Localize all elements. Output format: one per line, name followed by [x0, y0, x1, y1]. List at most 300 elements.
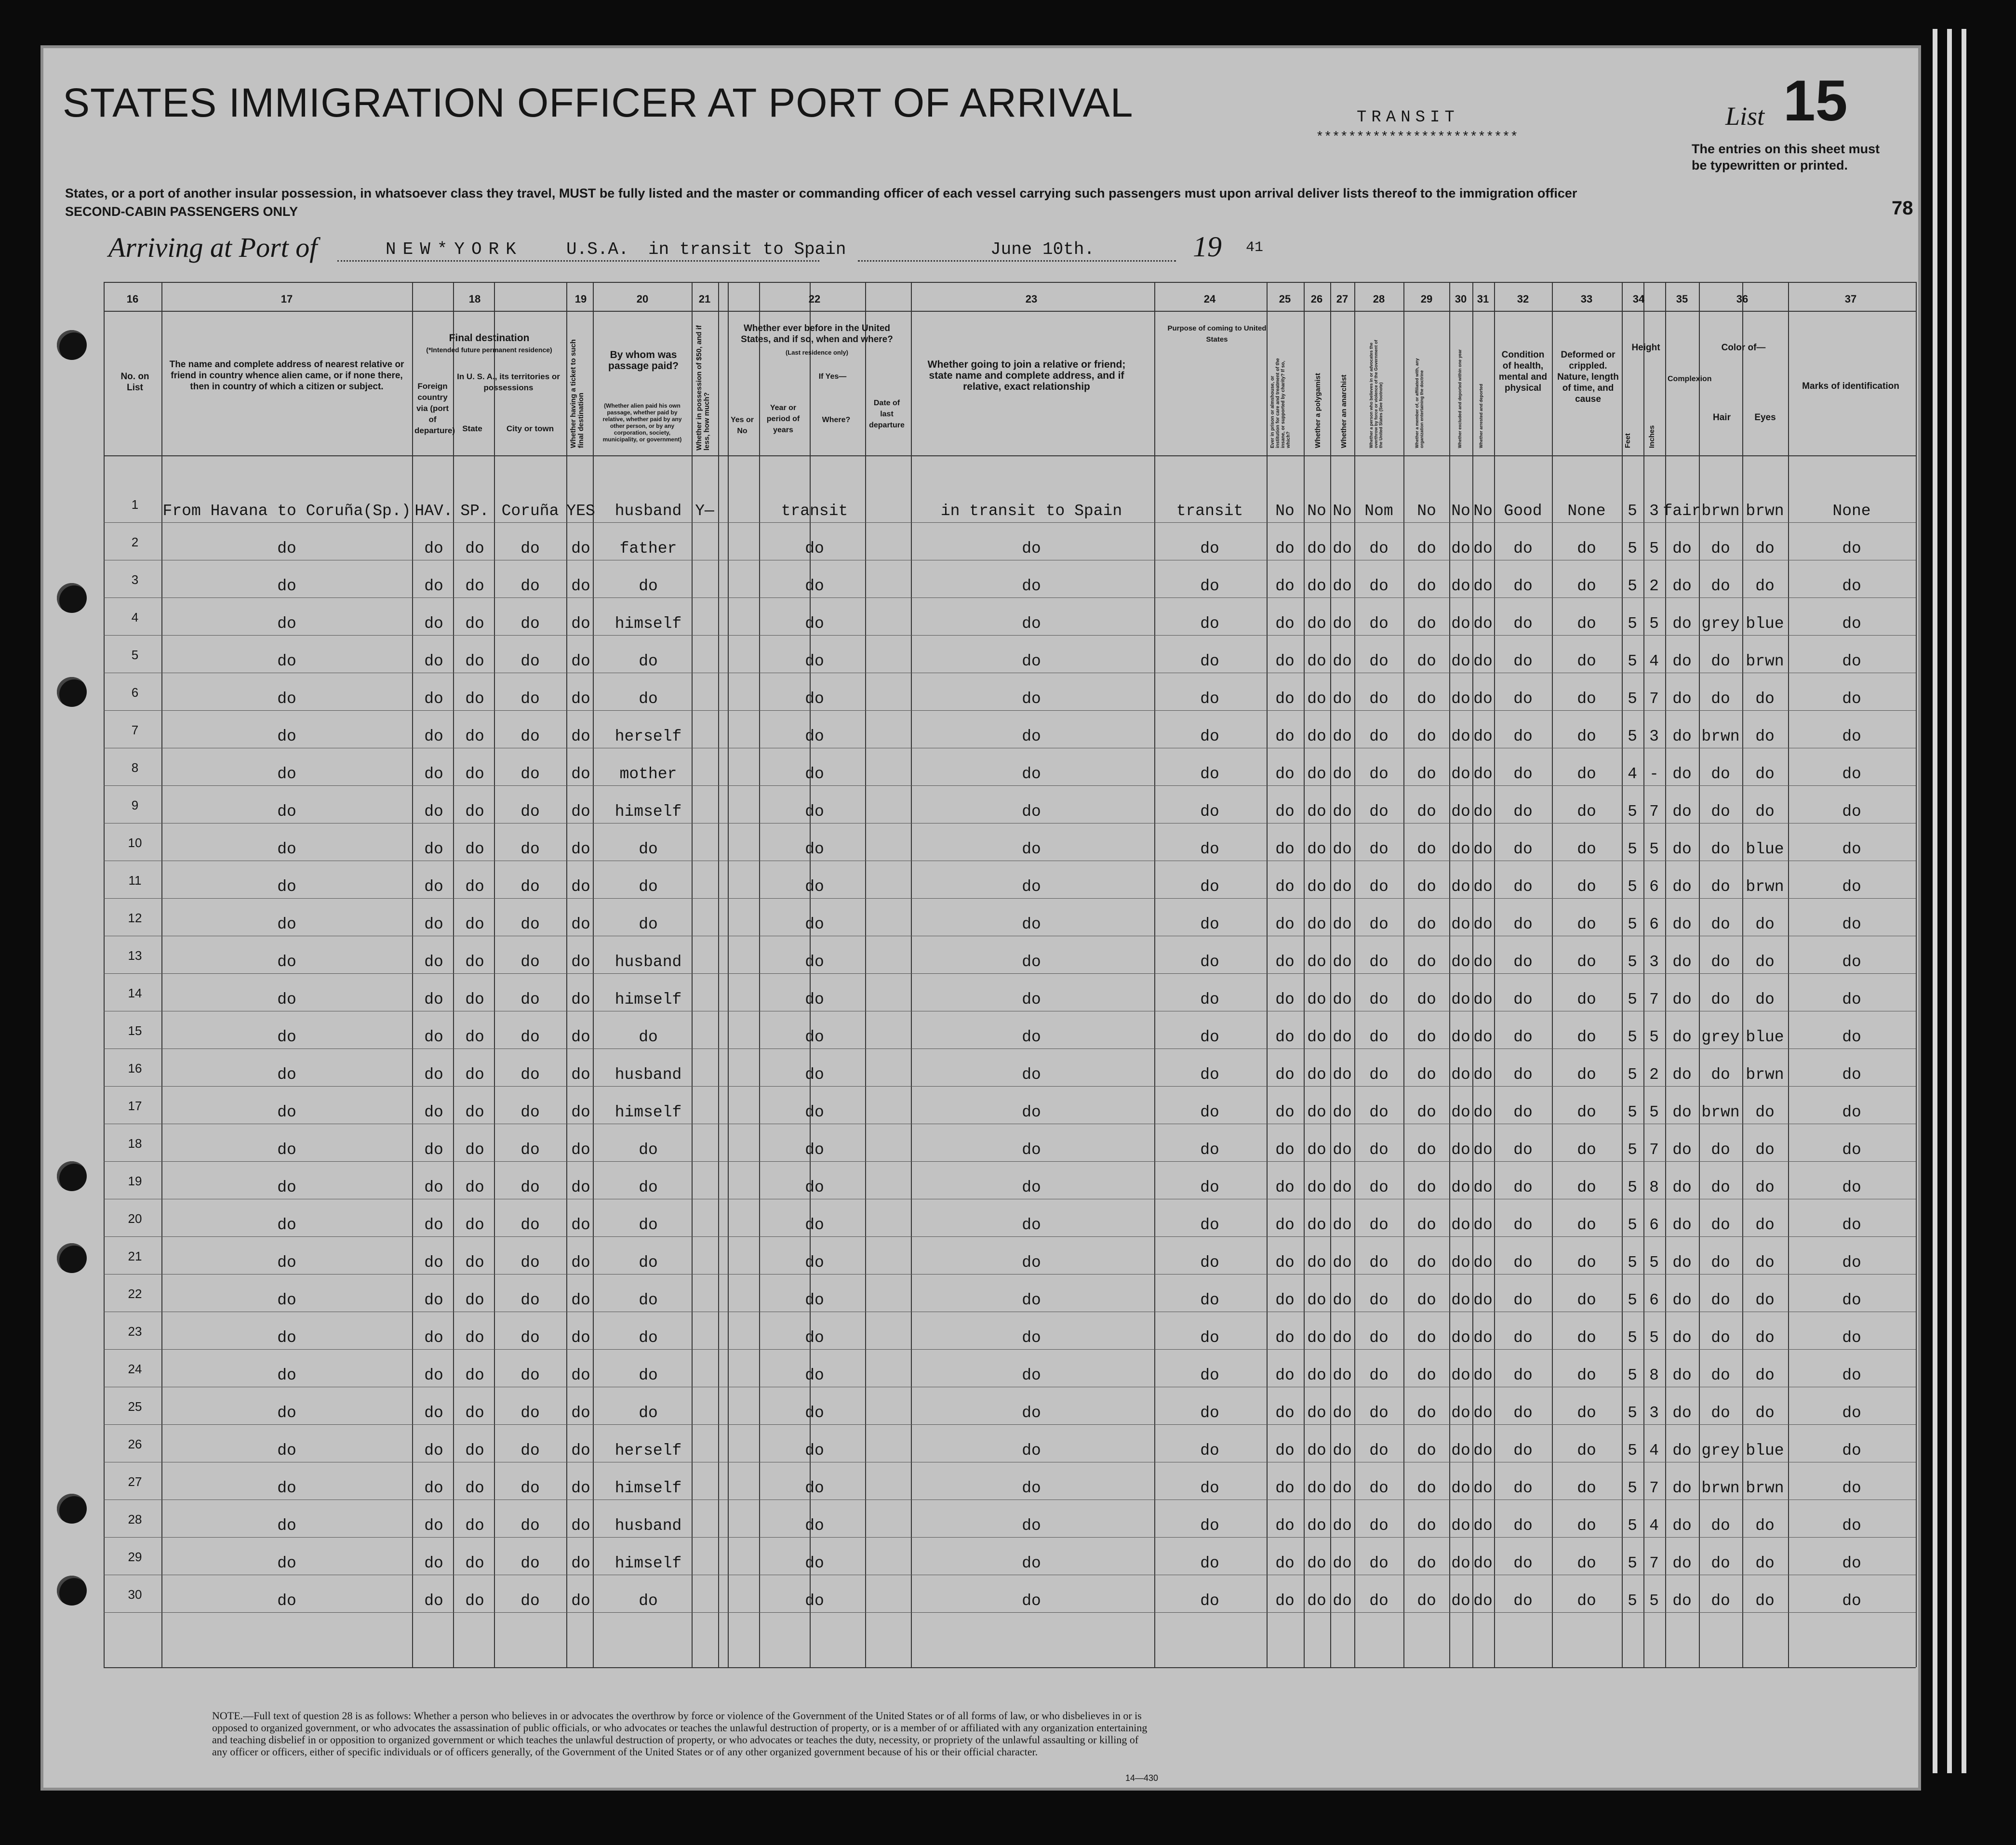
state-cell: SP.: [460, 502, 489, 520]
before-us-cell: do: [805, 577, 824, 595]
health-cell: do: [1513, 878, 1533, 896]
city-cell: do: [521, 953, 540, 971]
purpose-cell: do: [1200, 728, 1219, 745]
row-number: 4: [131, 610, 139, 624]
header-date-last-departure: Date of last departure: [869, 399, 905, 429]
header-no-on-list: No. on List: [120, 372, 149, 393]
state-cell: do: [465, 1592, 484, 1610]
complexion-cell: do: [1672, 1329, 1692, 1347]
q25-cell: do: [1275, 1554, 1295, 1572]
foreign-country-cell: HAV.: [414, 502, 453, 520]
paid-by-cell: husband: [614, 953, 682, 971]
join-relative-cell: do: [1022, 1592, 1041, 1610]
q26-cell: do: [1307, 1141, 1326, 1159]
q29-cell: do: [1417, 690, 1436, 708]
q30-cell: do: [1451, 765, 1470, 783]
q25-cell: do: [1275, 1103, 1295, 1121]
header-feet: Feet: [1624, 433, 1632, 448]
complexion-cell: do: [1672, 1479, 1692, 1497]
join-relative-cell: do: [1022, 1066, 1041, 1084]
feet-cell: 5: [1628, 1141, 1637, 1159]
paid-by-cell: himself: [614, 615, 682, 633]
row-number: 12: [128, 911, 142, 925]
foreign-country-cell: do: [424, 1592, 443, 1610]
city-cell: do: [521, 1554, 540, 1572]
q25-cell: do: [1275, 1479, 1295, 1497]
header-in-usa: In U. S. A., its territories or possessions: [457, 372, 560, 392]
q29-cell: do: [1417, 953, 1436, 971]
q31-cell: do: [1473, 1554, 1493, 1572]
inches-cell: 5: [1649, 1103, 1659, 1121]
state-cell: do: [465, 1517, 484, 1535]
q26-cell: No: [1307, 502, 1326, 520]
relative-cell: do: [277, 1066, 296, 1084]
deformed-cell: do: [1577, 953, 1596, 971]
q30-cell: do: [1451, 803, 1470, 821]
feet-cell: 5: [1628, 1028, 1637, 1046]
city-cell: do: [521, 1404, 540, 1422]
paid-by-cell: do: [639, 690, 658, 708]
before-us-cell: do: [805, 1066, 824, 1084]
purpose-cell: do: [1200, 577, 1219, 595]
ticket-cell: do: [571, 991, 590, 1009]
inches-cell: 3: [1649, 502, 1659, 520]
purpose-cell: do: [1200, 540, 1219, 557]
feet-cell: 5: [1628, 803, 1637, 821]
health-cell: do: [1513, 1479, 1533, 1497]
deformed-cell: do: [1577, 840, 1596, 858]
q30-cell: do: [1451, 1479, 1470, 1497]
feet-cell: 5: [1628, 1367, 1637, 1384]
header-deformed: Deformed or crippled. Nature, length of time, and cause: [1557, 350, 1619, 404]
q28-cell: do: [1369, 615, 1389, 633]
column-number: 24: [1203, 293, 1216, 305]
q26-cell: do: [1307, 840, 1326, 858]
paid-by-cell: himself: [614, 1103, 682, 1121]
ticket-cell: do: [571, 1517, 590, 1535]
marks-cell: do: [1842, 953, 1861, 971]
deformed-cell: do: [1577, 1103, 1596, 1121]
q28-cell: do: [1369, 540, 1389, 557]
q28-cell: do: [1369, 652, 1389, 670]
purpose-cell: do: [1200, 1141, 1219, 1159]
q26-cell: do: [1307, 991, 1326, 1009]
eyes-cell: blue: [1746, 1442, 1784, 1460]
q26-cell: do: [1307, 1291, 1326, 1309]
inches-cell: 3: [1649, 953, 1659, 971]
purpose-cell: do: [1200, 1216, 1219, 1234]
state-cell: do: [465, 840, 484, 858]
paid-by-cell: do: [639, 916, 658, 933]
ticket-cell: do: [571, 1404, 590, 1422]
feet-cell: 5: [1628, 1479, 1637, 1497]
complexion-cell: do: [1672, 878, 1692, 896]
state-cell: do: [465, 803, 484, 821]
join-relative-cell: do: [1022, 1367, 1041, 1384]
q29-cell: do: [1417, 1254, 1436, 1272]
health-cell: do: [1513, 690, 1533, 708]
column-number: 34: [1632, 293, 1645, 305]
eyes-cell: do: [1755, 1216, 1775, 1234]
relative-cell: do: [277, 1028, 296, 1046]
foreign-country-cell: do: [424, 540, 443, 557]
relative-cell: do: [277, 1141, 296, 1159]
marks-cell: do: [1842, 991, 1861, 1009]
q26-cell: do: [1307, 1554, 1326, 1572]
state-cell: do: [465, 1216, 484, 1234]
year-suffix: 41: [1246, 239, 1264, 256]
q31-cell: do: [1473, 1479, 1493, 1497]
column-number: 26: [1310, 293, 1323, 305]
foreign-country-cell: do: [424, 1028, 443, 1046]
deformed-cell: do: [1577, 1216, 1596, 1234]
q30-cell: do: [1451, 577, 1470, 595]
header-yes-or-no: Yes or No: [730, 416, 754, 435]
q26-cell: do: [1307, 1479, 1326, 1497]
q30-cell: do: [1451, 540, 1470, 557]
eyes-cell: do: [1755, 540, 1775, 557]
q30-cell: do: [1451, 916, 1470, 933]
ticket-cell: do: [571, 1066, 590, 1084]
deformed-cell: do: [1577, 690, 1596, 708]
header-q27: Whether an anarchist: [1340, 374, 1348, 448]
q31-cell: do: [1473, 540, 1493, 557]
q25-cell: do: [1275, 1517, 1295, 1535]
ticket-cell: do: [571, 803, 590, 821]
deformed-cell: do: [1577, 615, 1596, 633]
q25-cell: do: [1275, 765, 1295, 783]
eyes-cell: do: [1755, 1367, 1775, 1384]
q25-cell: do: [1275, 577, 1295, 595]
city-cell: do: [521, 916, 540, 933]
health-cell: do: [1513, 1179, 1533, 1196]
before-us-cell: do: [805, 1367, 824, 1384]
transit-stars: *************************: [1316, 130, 1519, 145]
foreign-country-cell: do: [424, 652, 443, 670]
q25-cell: do: [1275, 953, 1295, 971]
q28-cell: do: [1369, 1554, 1389, 1572]
inches-cell: 8: [1649, 1179, 1659, 1196]
q25-cell: do: [1275, 615, 1295, 633]
marks-cell: do: [1842, 916, 1861, 933]
hair-cell: do: [1711, 1216, 1730, 1234]
feet-cell: 5: [1628, 1442, 1637, 1460]
health-cell: do: [1513, 1404, 1533, 1422]
relative-cell: do: [277, 540, 296, 557]
foreign-country-cell: do: [424, 1479, 443, 1497]
hair-cell: do: [1711, 652, 1730, 670]
before-us-cell: do: [805, 615, 824, 633]
marks-cell: do: [1842, 1179, 1861, 1196]
row-number: 3: [131, 572, 139, 587]
header-final-destination: Final destination: [449, 332, 530, 344]
foreign-country-cell: do: [424, 765, 443, 783]
relative-cell: do: [277, 1554, 296, 1572]
eyes-cell: brwn: [1746, 1479, 1784, 1497]
city-cell: do: [521, 1179, 540, 1196]
q25-cell: do: [1275, 1592, 1295, 1610]
eyes-cell: brwn: [1746, 1066, 1784, 1084]
state-cell: do: [465, 1479, 484, 1497]
marks-cell: do: [1842, 577, 1861, 595]
q27-cell: do: [1333, 690, 1352, 708]
complexion-cell: do: [1672, 916, 1692, 933]
q28-cell: do: [1369, 690, 1389, 708]
foreign-country-cell: do: [424, 1103, 443, 1121]
inches-cell: 3: [1649, 1404, 1659, 1422]
before-us-cell: do: [805, 1254, 824, 1272]
header-join-relative: Whether going to join a relative or friend; state name and complete address, and if relative, exact relationship: [927, 359, 1126, 392]
q31-cell: do: [1473, 728, 1493, 745]
q31-cell: do: [1473, 1367, 1493, 1384]
q29-cell: do: [1417, 878, 1436, 896]
city-cell: do: [521, 1028, 540, 1046]
column-number: 32: [1517, 293, 1529, 305]
health-cell: do: [1513, 840, 1533, 858]
q28-cell: do: [1369, 916, 1389, 933]
feet-cell: 5: [1628, 728, 1637, 745]
q25-cell: do: [1275, 1329, 1295, 1347]
row-number: 22: [128, 1287, 142, 1301]
ticket-cell: do: [571, 690, 590, 708]
column-number: 29: [1420, 293, 1433, 305]
q26-cell: do: [1307, 1329, 1326, 1347]
q28-cell: do: [1369, 1517, 1389, 1535]
deformed-cell: do: [1577, 1291, 1596, 1309]
paid-by-cell: father: [619, 540, 677, 557]
before-us-cell: do: [805, 803, 824, 821]
feet-cell: 5: [1628, 652, 1637, 670]
foreign-country-cell: do: [424, 577, 443, 595]
marks-cell: do: [1842, 1517, 1861, 1535]
city-cell: do: [521, 1254, 540, 1272]
feet-cell: 5: [1628, 991, 1637, 1009]
hair-cell: do: [1711, 540, 1730, 557]
q29-cell: do: [1417, 615, 1436, 633]
q29-cell: do: [1417, 840, 1436, 858]
header-q29: Whether a member of, or affiliated with, any organization entertaining the doctrine: [1415, 358, 1424, 448]
q28-cell: do: [1369, 1028, 1389, 1046]
q31-cell: do: [1473, 878, 1493, 896]
relative-cell: do: [277, 1404, 296, 1422]
foreign-country-cell: do: [424, 1442, 443, 1460]
join-relative-cell: do: [1022, 1291, 1041, 1309]
city-cell: do: [521, 840, 540, 858]
q29-cell: do: [1417, 1028, 1436, 1046]
q28-cell: do: [1369, 1291, 1389, 1309]
ticket-cell: do: [571, 1254, 590, 1272]
paid-by-cell: do: [639, 1028, 658, 1046]
eyes-cell: do: [1755, 1141, 1775, 1159]
q26-cell: do: [1307, 690, 1326, 708]
q29-cell: do: [1417, 577, 1436, 595]
header-foreign-country: Foreign country via (port of departure): [414, 382, 455, 435]
column-number: 27: [1336, 293, 1348, 305]
q26-cell: do: [1307, 1442, 1326, 1460]
relative-cell: do: [277, 615, 296, 633]
before-us-cell: do: [805, 690, 824, 708]
before-us-cell: do: [805, 1404, 824, 1422]
eyes-cell: blue: [1746, 615, 1784, 633]
health-cell: do: [1513, 991, 1533, 1009]
purpose-cell: do: [1200, 1329, 1219, 1347]
ticket-cell: do: [571, 1291, 590, 1309]
row-number: 11: [128, 873, 142, 888]
q26-cell: do: [1307, 1216, 1326, 1234]
q30-cell: do: [1451, 1216, 1470, 1234]
complexion-cell: do: [1672, 1216, 1692, 1234]
purpose-cell: do: [1200, 1404, 1219, 1422]
relative-cell: do: [277, 840, 296, 858]
before-us-cell: do: [805, 652, 824, 670]
row-number: 5: [131, 648, 139, 662]
purpose-cell: do: [1200, 1066, 1219, 1084]
state-cell: do: [465, 1179, 484, 1196]
city-cell: do: [521, 1103, 540, 1121]
state-cell: do: [465, 878, 484, 896]
deformed-cell: do: [1577, 1479, 1596, 1497]
feet-cell: 5: [1628, 1103, 1637, 1121]
q27-cell: do: [1333, 1479, 1352, 1497]
punch-hole-icon: [57, 1494, 87, 1524]
deformed-cell: do: [1577, 728, 1596, 745]
column-number: 33: [1580, 293, 1593, 305]
q26-cell: do: [1307, 1179, 1326, 1196]
purpose-cell: do: [1200, 652, 1219, 670]
paid-by-cell: husband: [614, 1066, 682, 1084]
before-us-cell: do: [805, 878, 824, 896]
complexion-cell: do: [1672, 1404, 1692, 1422]
header-ticket: Whether having a ticket to such final destination: [569, 339, 585, 448]
q29-cell: do: [1417, 1404, 1436, 1422]
row-number: 9: [131, 798, 139, 812]
paid-by-cell: do: [639, 652, 658, 670]
header-before-us: Whether ever before in the United States, and if so, when and where?: [741, 323, 893, 345]
q26-cell: do: [1307, 1066, 1326, 1084]
page-number: 78: [1892, 198, 1913, 219]
complexion-cell: do: [1672, 803, 1692, 821]
hair-cell: do: [1711, 1592, 1730, 1610]
before-us-cell: do: [805, 1141, 824, 1159]
deformed-cell: do: [1577, 1442, 1596, 1460]
q25-cell: do: [1275, 1216, 1295, 1234]
row-number: 25: [128, 1399, 142, 1414]
q26-cell: do: [1307, 652, 1326, 670]
q30-cell: do: [1451, 690, 1470, 708]
city-cell: do: [521, 765, 540, 783]
q29-cell: do: [1417, 1066, 1436, 1084]
q30-cell: do: [1451, 840, 1470, 858]
relative-cell: do: [277, 1442, 296, 1460]
q31-cell: do: [1473, 615, 1493, 633]
punch-hole-icon: [57, 583, 87, 613]
paid-by-cell: herself: [614, 1442, 682, 1460]
q25-cell: do: [1275, 840, 1295, 858]
column-number: 18: [468, 293, 481, 305]
foreign-country-cell: do: [424, 1517, 443, 1535]
city-cell: do: [521, 615, 540, 633]
q25-cell: do: [1275, 690, 1295, 708]
state-cell: do: [465, 1291, 484, 1309]
q27-cell: do: [1333, 1216, 1352, 1234]
deformed-cell: do: [1577, 1066, 1596, 1084]
eyes-cell: brwn: [1746, 878, 1784, 896]
join-relative-cell: do: [1022, 728, 1041, 745]
deformed-cell: do: [1577, 1592, 1596, 1610]
before-us-cell: do: [805, 991, 824, 1009]
health-cell: do: [1513, 765, 1533, 783]
header-q28: Whether a person who believes in or advocates the overthrow by force or violence of the Government of the United States (See footnote): [1369, 340, 1383, 448]
q28-cell: do: [1369, 1103, 1389, 1121]
before-us-cell: do: [805, 765, 824, 783]
city-cell: do: [521, 652, 540, 670]
purpose-cell: transit: [1176, 502, 1243, 520]
join-relative-cell: do: [1022, 765, 1041, 783]
q28-cell: do: [1369, 765, 1389, 783]
header-q30: Whether excluded and deported within one year: [1457, 349, 1462, 448]
q26-cell: do: [1307, 1404, 1326, 1422]
feet-cell: 5: [1628, 840, 1637, 858]
purpose-cell: do: [1200, 878, 1219, 896]
complexion-cell: do: [1672, 1592, 1692, 1610]
q27-cell: do: [1333, 540, 1352, 557]
ticket-cell: do: [571, 1103, 590, 1121]
deformed-cell: do: [1577, 1404, 1596, 1422]
q31-cell: do: [1473, 953, 1493, 971]
join-relative-cell: do: [1022, 1179, 1041, 1196]
header-if-yes: If Yes—: [818, 372, 847, 381]
paid-by-cell: do: [639, 1141, 658, 1159]
q27-cell: do: [1333, 1179, 1352, 1196]
health-cell: Good: [1504, 502, 1542, 520]
before-us-cell: do: [805, 1216, 824, 1234]
city-cell: do: [521, 991, 540, 1009]
q28-cell: do: [1369, 878, 1389, 896]
paid-by-cell: do: [639, 840, 658, 858]
feet-cell: 5: [1628, 1066, 1637, 1084]
complexion-cell: do: [1672, 1254, 1692, 1272]
eyes-cell: do: [1755, 1291, 1775, 1309]
punch-hole-icon: [57, 330, 87, 360]
deformed-cell: do: [1577, 916, 1596, 933]
marks-cell: do: [1842, 1367, 1861, 1384]
city-cell: do: [521, 803, 540, 821]
inches-cell: 5: [1649, 1329, 1659, 1347]
q27-cell: do: [1333, 1592, 1352, 1610]
column-number: 21: [698, 293, 711, 305]
paid-by-cell: husband: [614, 1517, 682, 1535]
state-cell: do: [465, 615, 484, 633]
inches-cell: 6: [1649, 878, 1659, 896]
feet-cell: 5: [1628, 540, 1637, 557]
row-number: 2: [131, 535, 139, 549]
ticket-cell: YES: [566, 502, 595, 520]
relative-cell: do: [277, 1179, 296, 1196]
join-relative-cell: do: [1022, 540, 1041, 557]
paid-by-cell: do: [639, 1291, 658, 1309]
purpose-cell: do: [1200, 1592, 1219, 1610]
paid-by-cell: do: [639, 1254, 658, 1272]
eyes-cell: do: [1755, 1554, 1775, 1572]
transit-destination: in transit to Spain: [648, 239, 846, 259]
relative-cell: do: [277, 1517, 296, 1535]
paid-by-cell: mother: [619, 765, 677, 783]
paid-by-cell: do: [639, 1404, 658, 1422]
q25-cell: do: [1275, 1404, 1295, 1422]
q25-cell: do: [1275, 803, 1295, 821]
state-cell: do: [465, 1329, 484, 1347]
city-cell: do: [521, 1329, 540, 1347]
